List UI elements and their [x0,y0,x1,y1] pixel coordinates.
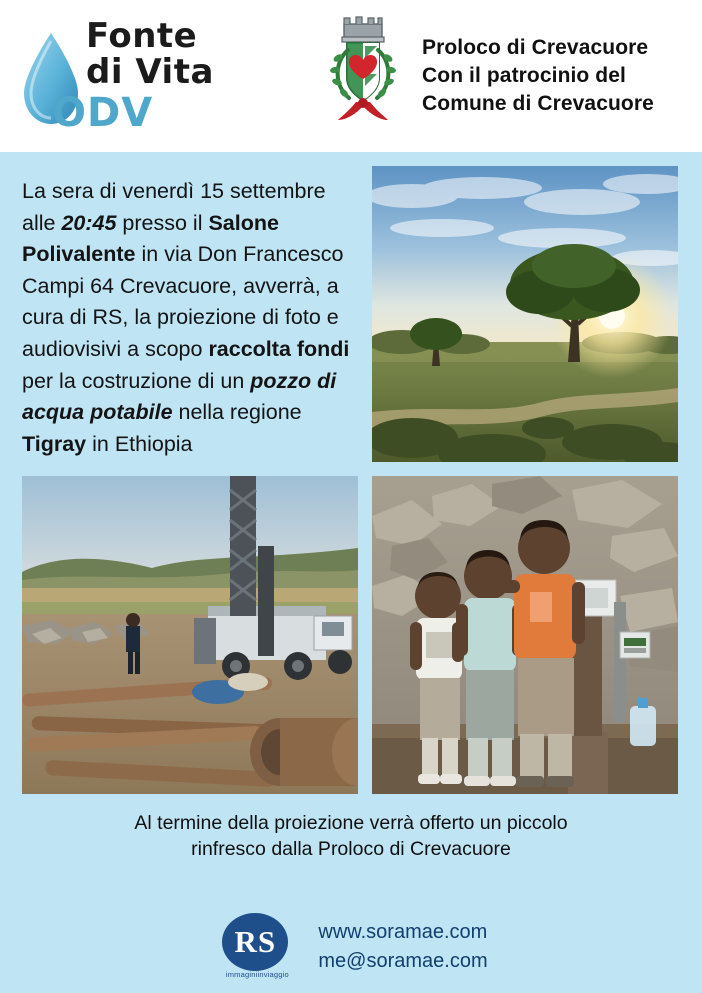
poster-header [0,0,702,152]
sponsor-line-3: Comune di Crevacuore [422,91,654,115]
closing-line-1: Al termine della proiezione verrà offerto un piccolo [134,812,568,834]
email-link[interactable]: me@soramae.com [318,950,488,972]
logo-line-3: ODV [52,90,154,136]
announcement-seg-6: per la costruzione di un [22,368,251,393]
announcement-seg-5: raccolta fondi [208,336,350,361]
sponsor-line-1: Proloco di Crevacuore [422,36,649,60]
photo-well-drilling-rig [22,476,358,794]
rs-logo-text: RS [234,924,277,959]
announcement-text [22,166,358,460]
logo-line-2: di Vita [86,52,214,92]
announcement-seg-4: in via Don Francesco Campi 64 Crevacuore, avverrà, a cura di RS, la proiezione di foto e audiovisivi a scopo [22,242,344,361]
photo-children-at-water-pump [372,476,678,794]
announcement-seg-7: pozzo di acqua potabile [22,368,337,425]
announcement-seg-10: in Ethiopia [86,431,193,456]
closing-note [22,810,680,863]
announcement-seg-3: Salone Polivalente [22,210,279,267]
top-row [22,166,680,462]
comune-crest-icon [318,16,408,136]
fonte-di-vita-logo [18,16,318,136]
closing-line-2: rinfresco dalla Proloco di Crevacuore [191,838,511,861]
announcement-seg-9: Tigray [22,431,87,456]
rs-logo-tagline: immaginiinviaggio [225,970,289,979]
sponsor-line-2: Con il patrocinio del [422,64,626,88]
rs-logo [214,913,300,981]
logo-wordmark [52,16,214,136]
sponsor-text [422,34,654,117]
poster-footer [0,901,702,993]
announcement-seg-2: presso il [116,210,209,235]
announcement-seg-1: 20:45 [61,210,117,235]
announcement-seg-0: La sera di venerdì 15 settembre alle [22,179,326,235]
mid-row [22,476,680,794]
logo-line-1: Fonte [86,16,198,56]
contact-block [318,918,487,976]
announcement-seg-8: nella regione [172,400,302,425]
website-link[interactable]: www.soramae.com [318,921,488,943]
photo-sunset-tree-landscape [372,166,678,462]
poster-body [0,152,702,863]
